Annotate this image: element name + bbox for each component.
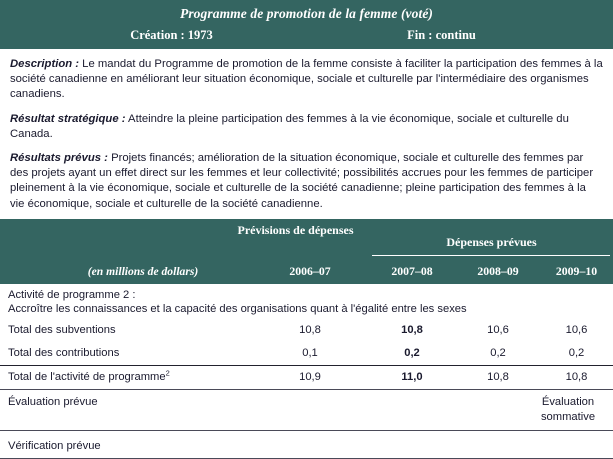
activity-heading-line2: Accroître les connaissances et la capacité des organisations quant à l'égalité entre les sexes (8, 303, 467, 316)
cell-grants-2008-09: 10,6 (487, 323, 509, 336)
cell-grants-2006-07: 10,8 (299, 323, 321, 336)
table-row (0, 342, 613, 365)
cell-contributions-2007-08: 0,2 (404, 346, 420, 359)
expected-results-paragraph (10, 151, 603, 212)
planned-evaluation-line2: sommative (540, 410, 596, 423)
row-label-planned-verification: Vérification prévue (8, 439, 101, 452)
activity-heading-line1: Activité de programme 2 : (8, 288, 136, 301)
table-row-evaluation (0, 390, 613, 430)
column-group-forecast: Prévisions de dépenses (237, 222, 354, 237)
program-banner (0, 0, 613, 49)
cell-total-2006-07: 10,9 (299, 370, 321, 383)
description-label: Description : (10, 58, 80, 70)
end-date: Fin : continu (407, 28, 476, 42)
cell-total-2008-09: 10,8 (487, 370, 509, 383)
strategic-result-label: Résultat stratégique : (10, 112, 126, 125)
table-body (0, 284, 613, 459)
row-label-program-activity-total-text: Total de l'activité de programme (8, 370, 166, 383)
description-body: Le mandat du Programme de promotion de la femme consiste à faciliter la participation des femmes à la société canadienne en améliorant leur situation économique, sociale et culturelle par l'intermédiaire des organismes canadiens. (10, 58, 603, 101)
column-group-planned: Dépenses prévues (446, 234, 537, 249)
planned-group-rule (372, 255, 610, 256)
table-row (0, 319, 613, 342)
column-header-year-2009-10: 2009–10 (555, 263, 598, 278)
cell-contributions-2006-07: 0,1 (302, 346, 318, 359)
cell-contributions-2009-10: 0,2 (568, 346, 585, 359)
column-header-year-2008-09: 2008–09 (477, 263, 519, 278)
banner-dates-row (0, 27, 613, 43)
planned-evaluation-line1: Évaluation (541, 395, 595, 408)
table-row (0, 366, 613, 389)
creation-date: Création : 1973 (130, 28, 213, 42)
table-row-verification (0, 431, 613, 458)
cell-planned-evaluation-value (528, 395, 608, 425)
table-header-grid (0, 219, 613, 284)
expected-results-body: Projets financés; amélioration de la situation économique, sociale et culturelle des femmes par des projets ayant un effet direct sur les femmes et leur collectivité; possibilités accrues pour les femmes de participer pleinement à la vie économique, sociale et culturelle de la société canadienne; pleine participation des femmes à la vie économique, sociale et culturelle de la société canadienne. (10, 152, 594, 210)
program-prose (0, 49, 613, 212)
row-label-planned-evaluation: Évaluation prévue (8, 395, 98, 408)
cell-total-2009-10: 10,8 (565, 370, 588, 383)
table-header (0, 219, 613, 284)
cell-total-2007-08: 11,0 (401, 370, 423, 383)
row-label-grants: Total des subventions (8, 323, 116, 336)
page-title: Programme de promotion de la femme (voté) (179, 6, 434, 21)
row-label-contributions: Total des contributions (8, 346, 120, 359)
description-paragraph (10, 57, 603, 103)
units-label: (en millions de dollars) (87, 264, 199, 278)
strategic-result-body: Atteindre la pleine participation des femmes à la vie économique, sociale et culturelle du Canada. (10, 112, 569, 140)
strategic-result-paragraph (10, 112, 603, 142)
row-label-program-activity-total (8, 370, 170, 385)
column-header-year-2007-08: 2007–08 (391, 263, 433, 278)
cell-grants-2007-08: 10,8 (401, 323, 423, 336)
footnote-marker: 2 (165, 368, 170, 378)
expected-results-label: Résultats prévus : (10, 152, 108, 165)
cell-contributions-2008-09: 0,2 (490, 346, 506, 359)
activity-heading (0, 284, 613, 319)
cell-grants-2009-10: 10,6 (565, 323, 588, 336)
column-header-year-2006-07: 2006–07 (289, 263, 331, 278)
